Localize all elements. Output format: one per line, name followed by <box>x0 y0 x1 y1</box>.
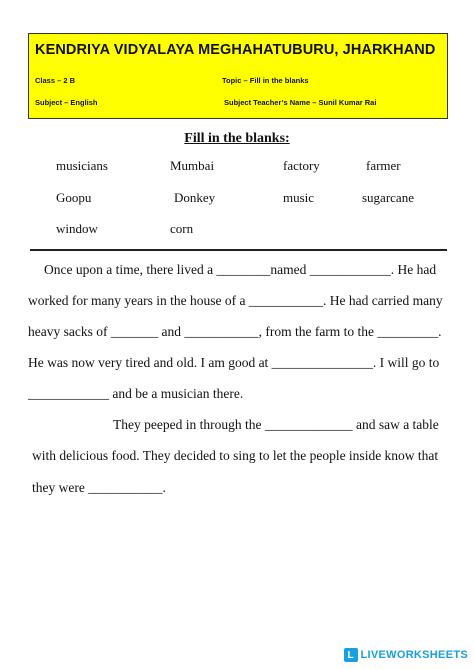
header-box <box>28 33 448 119</box>
school-name: KENDRIYA VIDYALAYA MEGHAHATUBURU, JHARKHAND <box>35 42 436 58</box>
word-bank-item: Donkey <box>174 190 216 205</box>
liveworksheets-brand[interactable] <box>344 646 469 664</box>
worksheet-title: Fill in the blanks: <box>184 131 290 146</box>
story-line: worked for many years in the house of a ___________. He had carried many <box>28 293 443 308</box>
word-bank-item: sugarcane <box>362 190 414 205</box>
story-line: with delicious food. They decided to sing to let the people inside know that <box>32 448 439 463</box>
story-line: they were ___________. <box>32 480 166 495</box>
teacher-label: Subject Teacher’s Name – Sunil Kumar Rai <box>224 98 377 107</box>
story-line: heavy sacks of _______ and ___________, from the farm to the _________. <box>28 324 442 339</box>
word-bank-item: corn <box>170 221 194 236</box>
story-line: Once upon a time, there lived a ________named ____________. He had <box>44 262 437 277</box>
story-line: He was now very tired and old. I am good at _______________. I will go to <box>28 355 440 370</box>
class-label: Class – 2 B <box>35 76 76 85</box>
brand-text: LIVEWORKSHEETS <box>360 649 468 661</box>
word-bank-item: factory <box>283 158 320 173</box>
topic-label: Topic – Fill in the blanks <box>222 76 309 85</box>
subject-label: Subject – English <box>35 98 98 107</box>
story-line: They peeped in through the _____________ and saw a table <box>113 417 439 432</box>
liveworksheets-logo-icon: L <box>344 648 358 662</box>
story-line: ____________ and be a musician there. <box>28 386 244 401</box>
word-bank-item: music <box>283 190 315 205</box>
word-bank-item: farmer <box>366 158 401 173</box>
word-bank-item: Goopu <box>56 190 92 205</box>
divider-line <box>30 249 447 251</box>
word-bank-item: musicians <box>56 158 108 173</box>
word-bank-item: Mumbai <box>170 158 215 173</box>
word-bank-item: window <box>56 221 98 236</box>
